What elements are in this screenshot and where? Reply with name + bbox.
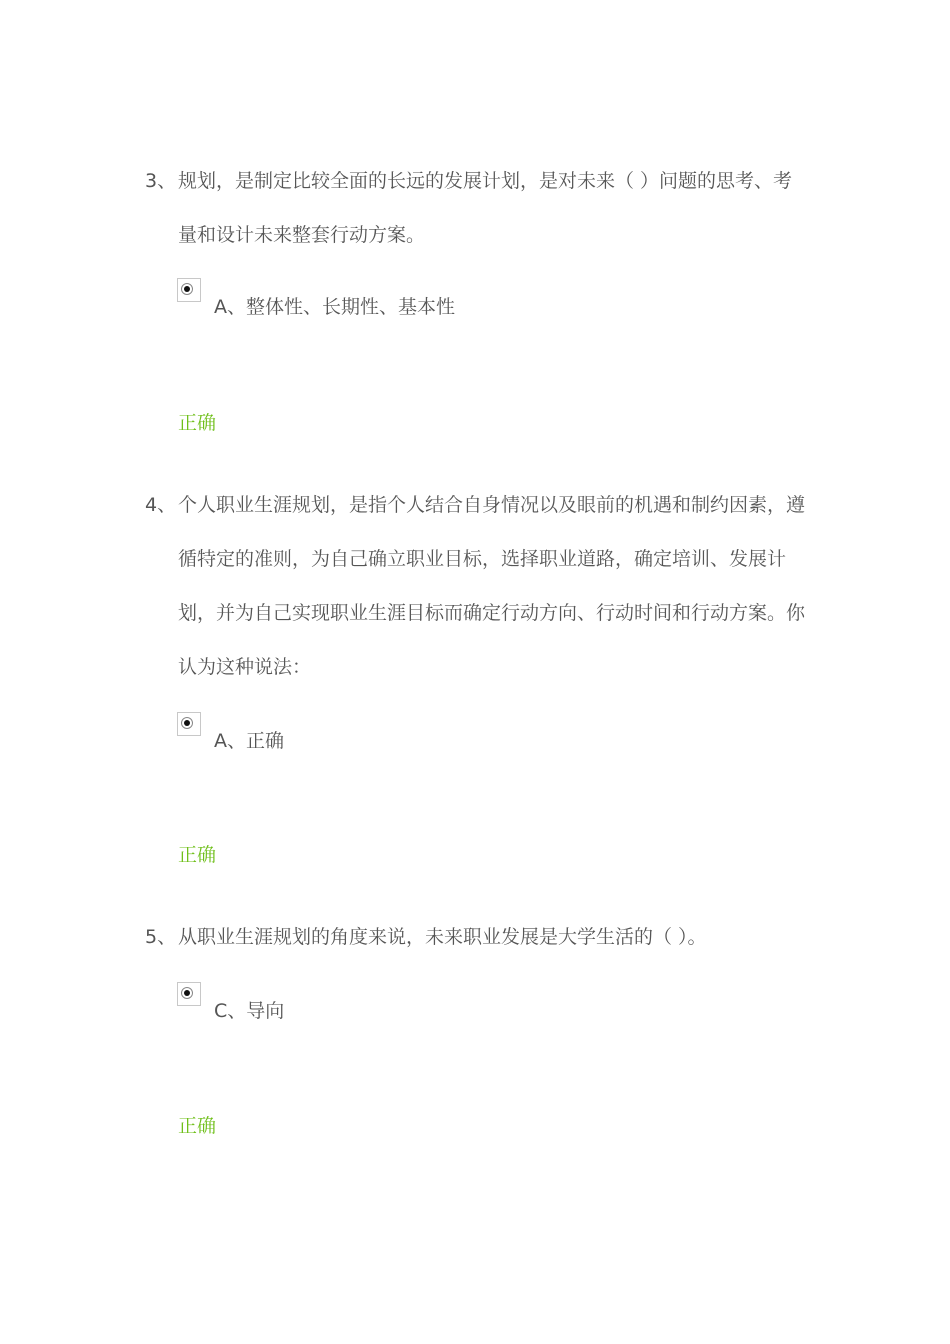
- radio-button-icon[interactable]: [177, 278, 201, 302]
- question-body: 个人职业生涯规划，是指个人结合自身情况以及眼前的机遇和制约因素，遵循特定的准则，为自己确立职业目标，选择职业道路，确定培训、发展计划，并为自己实现职业生涯目标而确定行动方向、行动时间和行动方案。你认为这种说法：: [178, 494, 806, 678]
- question-text: [145, 910, 805, 964]
- question-4: [145, 478, 805, 772]
- selected-option[interactable]: [177, 278, 805, 338]
- question-number: 3、: [145, 170, 177, 192]
- selected-option[interactable]: [177, 982, 805, 1042]
- radio-button-icon[interactable]: [177, 982, 201, 1006]
- question-text: [145, 478, 805, 694]
- question-3: [145, 154, 805, 338]
- selected-option[interactable]: [177, 712, 805, 772]
- result-label: 正确: [178, 844, 217, 866]
- question-5: [145, 910, 805, 1042]
- result-label: 正确: [178, 412, 217, 434]
- option-label: C、导向: [214, 1000, 285, 1022]
- option-label: A、整体性、长期性、基本性: [214, 296, 455, 318]
- question-body: 规划，是制定比较全面的长远的发展计划，是对未来（ ）问题的思考、考量和设计未来整套行动方案。: [178, 170, 793, 246]
- radio-button-icon[interactable]: [177, 712, 201, 736]
- option-label: A、正确: [214, 730, 284, 752]
- question-number: 5、: [145, 926, 177, 948]
- result-label: 正确: [178, 1115, 217, 1137]
- question-text: [145, 154, 805, 262]
- question-number: 4、: [145, 494, 177, 516]
- question-body: 从职业生涯规划的角度来说，未来职业发展是大学生活的（ ）。: [178, 926, 707, 948]
